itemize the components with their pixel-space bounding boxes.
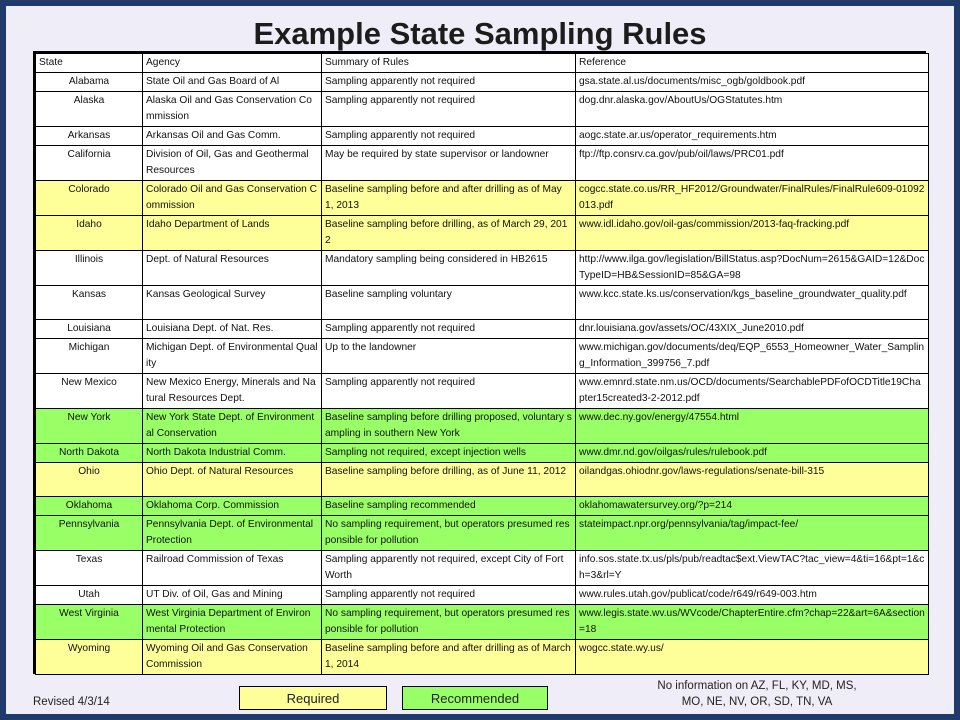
table-row — [36, 551, 929, 586]
state-cell: Louisiana — [36, 320, 143, 339]
summary-cell: Baseline sampling before and after drilling as of May 1, 2013 — [322, 181, 576, 216]
state-cell: Arkansas — [36, 127, 143, 146]
reference-cell: www.dec.ny.gov/energy/47554.html — [576, 409, 929, 444]
state-cell: Pennsylvania — [36, 516, 143, 551]
agency-cell: UT Div. of Oil, Gas and Mining — [143, 586, 322, 605]
summary-cell: Mandatory sampling being considered in HB2615 — [322, 251, 576, 286]
summary-cell: Baseline sampling before and after drilling as of March 1, 2014 — [322, 640, 576, 675]
agency-cell: Louisiana Dept. of Nat. Res. — [143, 320, 322, 339]
table-row — [36, 444, 929, 463]
table-row — [36, 127, 929, 146]
reference-cell: http://www.ilga.gov/legislation/BillStatus.asp?DocNum=2615&GAID=12&DocTypeID=HB&SessionID=85&GA=98 — [576, 251, 929, 286]
state-cell: Idaho — [36, 216, 143, 251]
reference-cell: gsa.state.al.us/documents/misc_ogb/goldbook.pdf — [576, 73, 929, 92]
header-state: State — [36, 54, 143, 73]
state-cell: Alaska — [36, 92, 143, 127]
reference-cell: stateimpact.npr.org/pennsylvania/tag/impact-fee/ — [576, 516, 929, 551]
agency-cell: Michigan Dept. of Environmental Quality — [143, 339, 322, 374]
agency-cell: State Oil and Gas Board of Al — [143, 73, 322, 92]
agency-cell: Idaho Department of Lands — [143, 216, 322, 251]
summary-cell: Baseline sampling before drilling, as of June 11, 2012 — [322, 463, 576, 497]
state-cell: Alabama — [36, 73, 143, 92]
header-summary: Summary of Rules — [322, 54, 576, 73]
summary-cell: Sampling apparently not required — [322, 127, 576, 146]
state-cell: Ohio — [36, 463, 143, 497]
table-row — [36, 73, 929, 92]
summary-cell: Sampling apparently not required — [322, 374, 576, 409]
agency-cell: New York State Dept. of Environmental Conservation — [143, 409, 322, 444]
legend-required: Required — [239, 686, 387, 710]
reference-cell: www.idl.idaho.gov/oil-gas/commission/2013-faq-fracking.pdf — [576, 216, 929, 251]
agency-cell: Railroad Commission of Texas — [143, 551, 322, 586]
agency-cell: New Mexico Energy, Minerals and Natural Resources Dept. — [143, 374, 322, 409]
summary-cell: May be required by state supervisor or landowner — [322, 146, 576, 181]
state-cell: Colorado — [36, 181, 143, 216]
summary-cell: Sampling apparently not required, except City of Fort Worth — [322, 551, 576, 586]
table-header-row — [36, 54, 929, 73]
state-cell: New Mexico — [36, 374, 143, 409]
table-row — [36, 146, 929, 181]
state-cell: New York — [36, 409, 143, 444]
summary-cell: Up to the landowner — [322, 339, 576, 374]
reference-cell: cogcc.state.co.us/RR_HF2012/Groundwater/FinalRules/FinalRule609-01092013.pdf — [576, 181, 929, 216]
summary-cell: No sampling requirement, but operators presumed responsible for pollution — [322, 605, 576, 640]
summary-cell: No sampling requirement, but operators presumed responsible for pollution — [322, 516, 576, 551]
header-reference: Reference — [576, 54, 929, 73]
agency-cell: North Dakota Industrial Comm. — [143, 444, 322, 463]
legend-recommended: Recommended — [402, 686, 548, 710]
agency-cell: Kansas Geological Survey — [143, 286, 322, 320]
state-cell: Wyoming — [36, 640, 143, 675]
reference-cell: info.sos.state.tx.us/pls/pub/readtac$ext.ViewTAC?tac_view=4&ti=16&pt=1&ch=3&rl=Y — [576, 551, 929, 586]
reference-cell: oilandgas.ohiodnr.gov/laws-regulations/senate-bill-315 — [576, 463, 929, 497]
state-cell: Utah — [36, 586, 143, 605]
agency-cell: Colorado Oil and Gas Conservation Commission — [143, 181, 322, 216]
state-cell: Michigan — [36, 339, 143, 374]
agency-cell: Alaska Oil and Gas Conservation Commission — [143, 92, 322, 127]
table-row — [36, 339, 929, 374]
reference-cell: www.rules.utah.gov/publicat/code/r649/r649-003.htm — [576, 586, 929, 605]
reference-cell: dnr.louisiana.gov/assets/OC/43XIX_June2010.pdf — [576, 320, 929, 339]
agency-cell: Wyoming Oil and Gas Conservation Commission — [143, 640, 322, 675]
revised-date: Revised 4/3/14 — [33, 696, 110, 708]
table-row — [36, 516, 929, 551]
state-cell: Oklahoma — [36, 497, 143, 516]
agency-cell: Division of Oil, Gas and Geothermal Resources — [143, 146, 322, 181]
summary-cell: Sampling apparently not required — [322, 73, 576, 92]
agency-cell: Pennsylvania Dept. of Environmental Protection — [143, 516, 322, 551]
reference-cell: www.kcc.state.ks.us/conservation/kgs_baseline_groundwater_quality.pdf — [576, 286, 929, 320]
page-title: Example State Sampling Rules — [253, 16, 707, 51]
reference-cell: oklahomawatersurvey.org/?p=214 — [576, 497, 929, 516]
agency-cell: Oklahoma Corp. Commission — [143, 497, 322, 516]
state-cell: North Dakota — [36, 444, 143, 463]
state-cell: West Virginia — [36, 605, 143, 640]
table-row — [36, 463, 929, 497]
header-agency: Agency — [143, 54, 322, 73]
table-row — [36, 92, 929, 127]
state-cell: Texas — [36, 551, 143, 586]
slide — [6, 6, 954, 714]
reference-cell: wogcc.state.wy.us/ — [576, 640, 929, 675]
table-row — [36, 181, 929, 216]
reference-cell: ftp://ftp.consrv.ca.gov/pub/oil/laws/PRC01.pdf — [576, 146, 929, 181]
reference-cell: www.michigan.gov/documents/deq/EQP_6553_Homeowner_Water_Sampling_Information_399756_7.pdf — [576, 339, 929, 374]
summary-cell: Sampling apparently not required — [322, 586, 576, 605]
table-row — [36, 640, 929, 675]
table-row — [36, 497, 929, 516]
summary-cell: Baseline sampling recommended — [322, 497, 576, 516]
state-cell: California — [36, 146, 143, 181]
table-row — [36, 286, 929, 320]
reference-cell: www.dmr.nd.gov/oilgas/rules/rulebook.pdf — [576, 444, 929, 463]
table-row — [36, 251, 929, 286]
summary-cell: Sampling apparently not required — [322, 92, 576, 127]
state-cell: Kansas — [36, 286, 143, 320]
table-row — [36, 586, 929, 605]
table-row — [36, 409, 929, 444]
table-row — [36, 374, 929, 409]
agency-cell: Dept. of Natural Resources — [143, 251, 322, 286]
no-information-note: No information on AZ, FL, KY, MD, MS, MO, NE, NV, OR, SD, TN, VA — [657, 680, 857, 708]
table-row — [36, 605, 929, 640]
summary-cell: Baseline sampling before drilling, as of March 29, 2012 — [322, 216, 576, 251]
agency-cell: Ohio Dept. of Natural Resources — [143, 463, 322, 497]
agency-cell: West Virginia Department of Environmental Protection — [143, 605, 322, 640]
reference-cell: www.emnrd.state.nm.us/OCD/documents/SearchablePDFofOCDTitle19Chapter15created3-2-2012.pdf — [576, 374, 929, 409]
table-row — [36, 216, 929, 251]
reference-cell: dog.dnr.alaska.gov/AboutUs/OGStatutes.htm — [576, 92, 929, 127]
summary-cell: Baseline sampling before drilling proposed, voluntary sampling in southern New York — [322, 409, 576, 444]
table-row — [36, 320, 929, 339]
reference-cell: www.legis.state.wv.us/WVcode/ChapterEntire.cfm?chap=22&art=6A&section=18 — [576, 605, 929, 640]
reference-cell: aogc.state.ar.us/operator_requirements.htm — [576, 127, 929, 146]
state-cell: Illinois — [36, 251, 143, 286]
rules-table — [35, 53, 929, 675]
summary-cell: Sampling apparently not required — [322, 320, 576, 339]
agency-cell: Arkansas Oil and Gas Comm. — [143, 127, 322, 146]
summary-cell: Baseline sampling voluntary — [322, 286, 576, 320]
rules-table-frame — [33, 51, 926, 674]
summary-cell: Sampling not required, except injection wells — [322, 444, 576, 463]
